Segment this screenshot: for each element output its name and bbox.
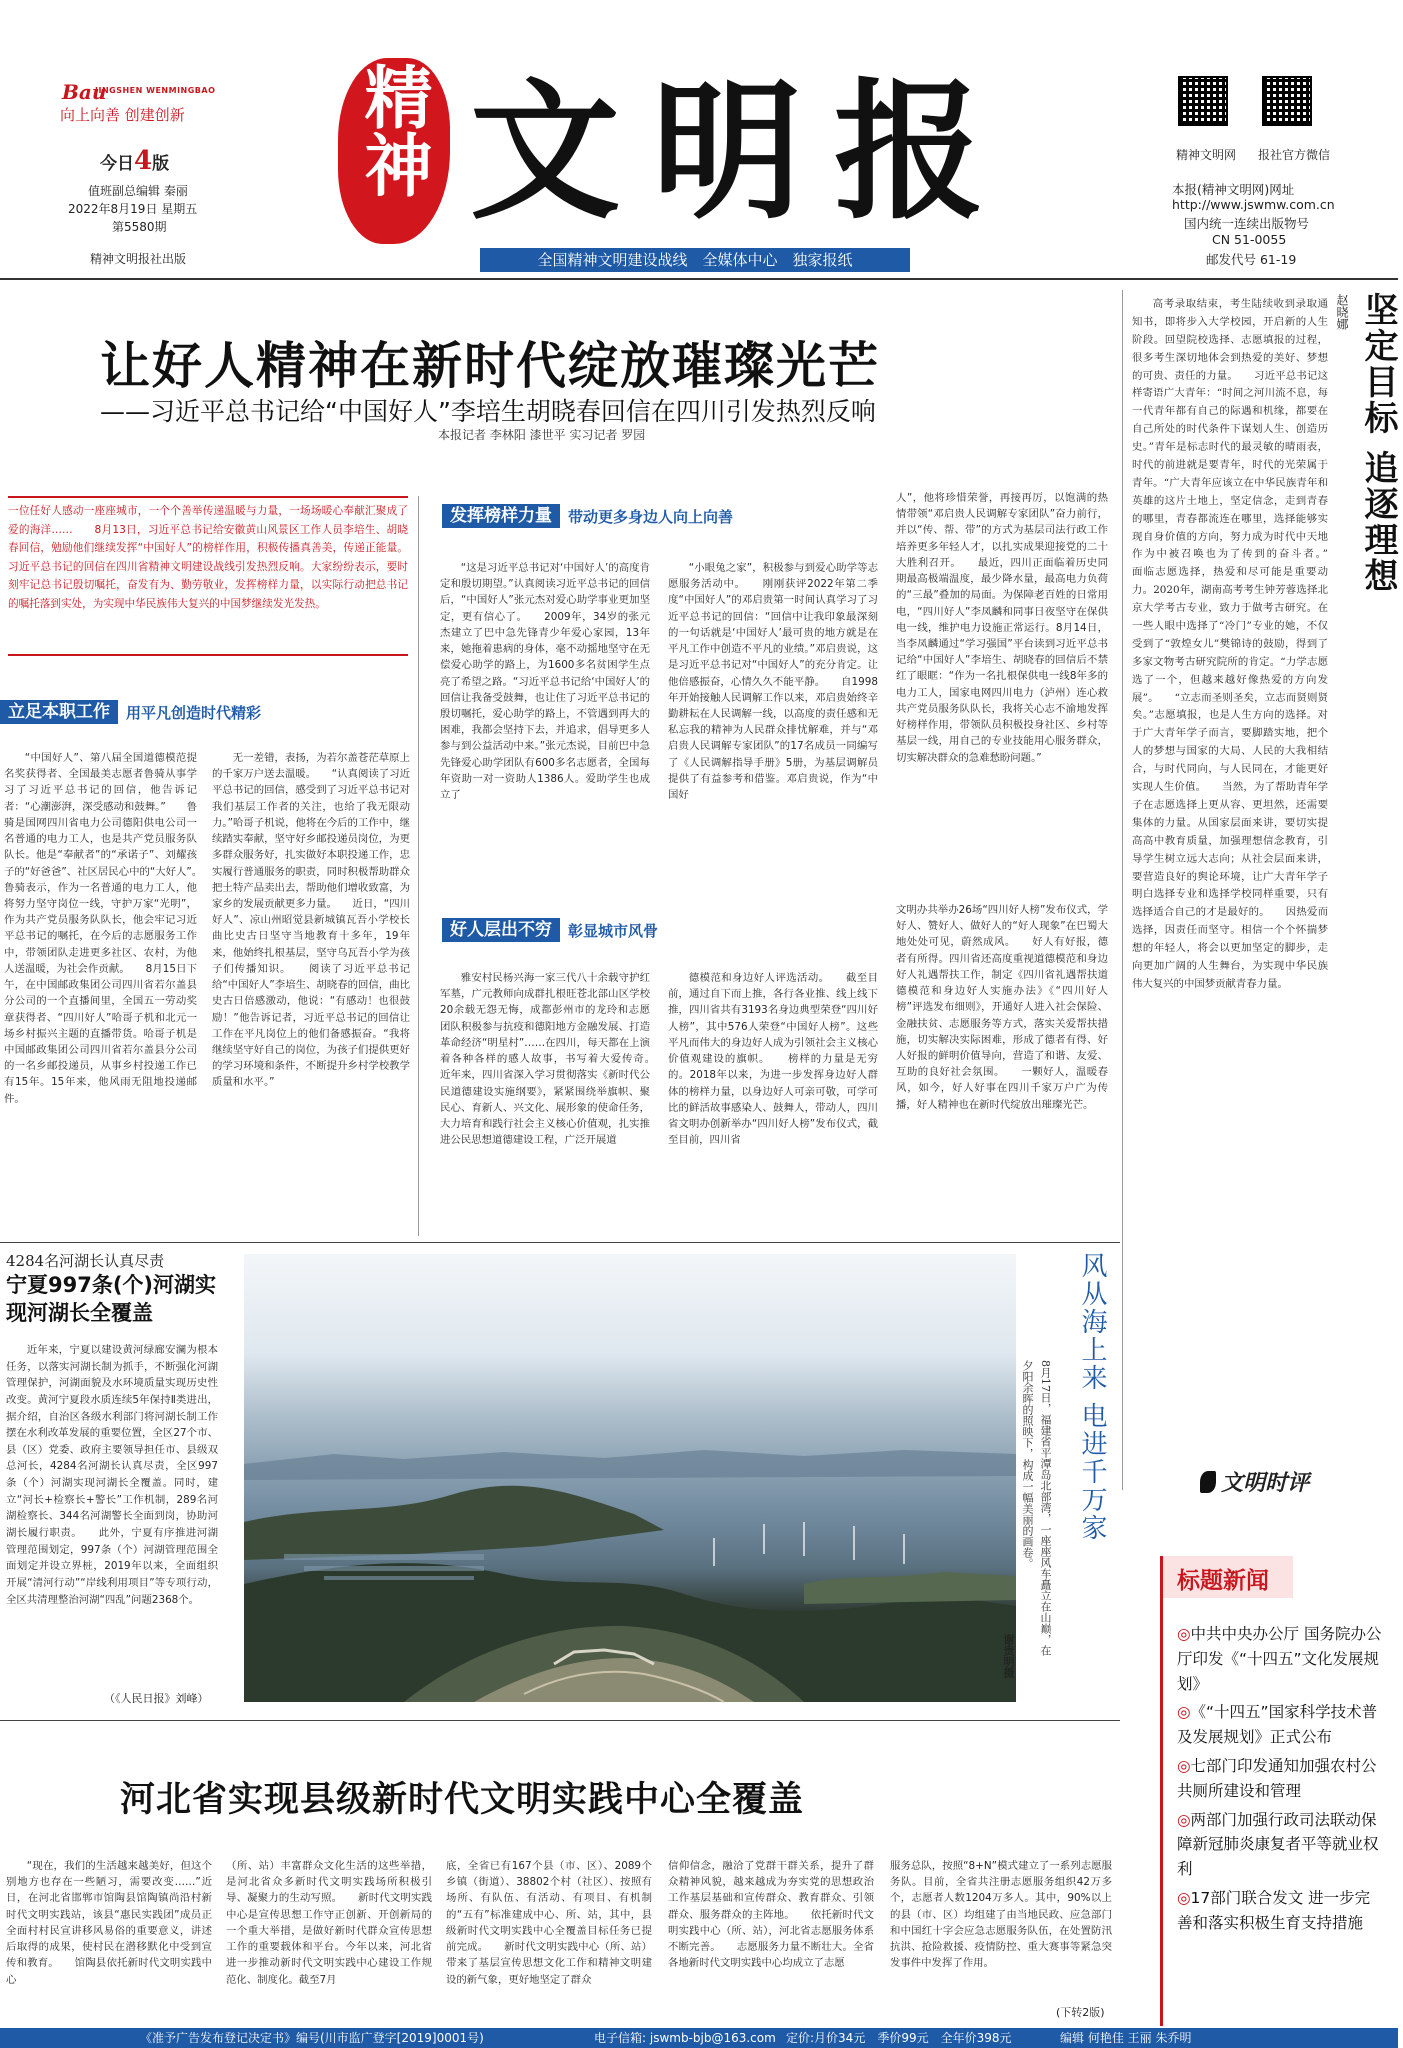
photo-caption: 8月17日，福建省平潭岛北部湾，一座座风车矗立在山巅，在夕阳余晖的照映下，构成一幅美丽的画卷。: [1021, 1360, 1052, 1656]
editorial-author: 赵晓娜: [1335, 294, 1349, 330]
title-main: 文明报: [470, 64, 1017, 240]
lead-sec1-col1: “中国好人”、第八届全国道德模范提名奖获得者、全国最美志愿者鲁骑从事学习了习近平总书记的回信，他告诉记者：“心潮澎湃，深受感动和鼓舞。” 鲁骑是国网四川省电力公司德阳供电公司一名普通的电力工人，也是共产党员服务队队长。他是“奉献者”的“承诺子”、刘耀孩子的“好爸爸”、社区居民心中的“大好人”。 鲁骑表示，作为一名普通的电力工人，他将努力坚守岗位一线，守护万家“光明”，作为共产党员服务队队长，他会牢记习近平总书记的嘱托，在今后的志愿服务工作中，带领团队走进更多社区、农村，为他人送温暖，为社会作贡献。 8月15日下午，在中国邮政集团公司四川省若尔盖县分公司的一个直播间里，全国五一劳动奖章获得者、“四川好人”哈哥子机和北元一场乡村振兴主题的直播带货。哈哥子机是中国邮政集团公司四川省若尔盖县分公司的一名乡邮投递员，从事乡村投递工作已有15年。15年来，他风雨无阻地投递邮件。: [4, 752, 218, 1105]
issue-number: 第5580期: [112, 220, 167, 234]
qr-site[interactable]: [1178, 76, 1228, 126]
bullet-icon: ◎: [1177, 1625, 1191, 1643]
publisher: 精神文明报社出版: [90, 252, 187, 266]
lead-subhead: ——习近平总书记给“中国好人”李培生胡晓春回信在四川引发热烈反响: [100, 397, 876, 426]
ningxia-body: 近年来，宁夏以建设黄河绿廊安澜为根本任务，以落实河湖长制为抓手，不断强化河湖管理保护，河湖面貌及水环境质量实现历史性改变。黄河宁夏段水质连续5年保持Ⅱ类进出，据介绍，自治区各级水利部门将河湖长制工作摆在水利改革发展的重要位置，全区27个市、县（区）党委、政府主要领导担任市、县级双总河长，4284名河湖长认真尽责，全区997条（个）河湖实现河湖长全覆盖。同时，建立“河长+检察长+警长”工作机制，289名河湖检察长、344名河湖警长全面到岗，协助河湖长履行职责。 此外，宁夏有序推进河湖管理范围划定，997条（个）河湖管理范围全面划定并设立界桩，2019年以来，全面组织开展“清河行动”“岸线利用项目”等专项行动，全区共清理整治河湖“四乱”问题2368个。: [6, 1344, 218, 1606]
post-code: 邮发代号 61-19: [1206, 252, 1297, 267]
photo-credit: 谢贵明摄: [1002, 1634, 1015, 1678]
lead-sec2-col1: “这是习近平总书记对‘中国好人’的高度肯定和殷切期望。”认真阅读习近平总书记的回信后，“中国好人”张元杰对爱心助学事业更加坚定，更有信心了。 2009年，34岁的张元杰建立了巴中急先锋青少年爱心家园，13年来，她拖着患病的身体，毫不动摇地坚守在无偿爱心助学的路上，为1600多名贫困学生点亮了希望之路。“习近平总书记给‘中国好人’的回信让我备受鼓舞，也让住了习近平总书记的殷切嘱托，爱心助学的路上，不管遇到再大的困难，我都会坚持下去，并追求，倡导更多人参与到公益活动中来。”张元杰说，目前巴中急先锋爱心助学团队有600多名志愿者，全国每年资助一对一资助人1386人。爱助学生也成立了: [440, 562, 650, 802]
editorial-badge: 文明时评: [1200, 1466, 1309, 1496]
island-landscape: [244, 1254, 1016, 1702]
qr-wechat[interactable]: [1262, 76, 1312, 126]
logo-en: JINGSHEN WENMINGBAO: [95, 86, 216, 95]
title-red: 精神: [353, 62, 433, 198]
section-good-people-sub: 彰显城市风骨: [568, 921, 659, 940]
web-url[interactable]: http://www.jswmw.com.cn: [1172, 197, 1335, 212]
hebei-headline: 河北省实现县级新时代文明实践中心全覆盖: [120, 1779, 805, 1820]
col-divider: [418, 496, 419, 1236]
hebei-jump: (下转2版): [1056, 2006, 1105, 2019]
issue-date: 2022年8月19日 星期五: [68, 202, 198, 216]
brush-icon: [1200, 1471, 1216, 1493]
headline-news-box: [1160, 1556, 1393, 2026]
slogan: 向上向善 创建创新: [60, 106, 185, 124]
bullet-icon: ◎: [1177, 1756, 1191, 1775]
today-pages: 今日4版: [100, 146, 170, 176]
section-good-people: [442, 918, 658, 942]
lead-sec2-col2: “小眼兔之家”，积极参与到爱心助学等志愿服务活动中。 刚刚获评2022年第二季度“中国好人”的邓启贵第一时间认真学习了习近平总书记的回信：“回信中让我印象最深刻的一句话就是‘中国好人’最可贵的地方就是在平凡工作中创造不平凡的业绩。”邓启贵说，这是习近平总书记对“中国好人”的充分肯定。让他倍感振奋，心情久久不能平静。 自1998年开始接触人民调解工作以来，邓启贵始终辛勤耕耘在人民调解一线，以高度的责任感和无私忘我的精神为人民群众排忧解难，并与“邓启贵人民调解专家团队”的17名成员一同编写了《人民调解指导手册》5册，为基层调解员提供了有益参考和借鉴。邓启贵说，作为“中国好: [668, 562, 878, 802]
bullet-icon: ◎: [1177, 1888, 1191, 1907]
headline-item[interactable]: ◎中共中央办公厅 国务院办公厅印发《“十四五”文化发展规划》: [1177, 1625, 1382, 1693]
lead-headline: 让好人精神在新时代绽放璀璨光芒: [100, 337, 880, 395]
logo-mark: Bau: [62, 80, 107, 104]
section-model: [442, 504, 733, 528]
lead-sec3-col1: 雅安村民杨兴海一家三代八十余载守护红军墓，广元教师向成群扎根旺苍北部山区学校20余载无怨无悔，成都彭州市的龙玲和志愿团队积极参与抗疫和德阳地方金融发展、打造革命经济“明星村”……在四川，每天都在上演着各种各样的感人故事，书写着大爱传奇。 近年来，四川省深入学习贯彻落实《新时代公民道德建设实施纲要》，紧紧围绕举旗帜、聚民心、育新人、兴文化、展形象的使命任务，大力培育和践行社会主义核心价值观，扎实推进公民思想道德建设工程，广泛开展道: [440, 972, 671, 1147]
lead-sec3-col2: 德模范和身边好人评选活动。 截至目前，通过自下而上推，各行各业推、线上线下推，四川省共有3193名身边典型荣登“四川好人榜”，其中576人荣登“中国好人榜”。这些平凡而伟大的身边好人成为引领社会主义核心价值观建设的旗帜。 榜样的力量是无穷的。2018年以来，为进一步发挥身边好人群体的榜样力量，以身边好人可亲可敬，可学可比的鲜活故事感染人、鼓舞人，带动人，四川省文明办创新举办“四川好人榜”发布仪式，截至目前，四川省: [668, 972, 878, 1147]
ningxia-source: （《人民日报》刘峰）: [104, 1692, 209, 1705]
headline-item[interactable]: ◎17部门联合发文 进一步完善和落实积极生育支持措施: [1177, 1888, 1371, 1932]
headline-item[interactable]: ◎两部门加强行政司法联动保障新冠肺炎康复者平等就业权利: [1177, 1810, 1379, 1879]
editorial-divider: [1122, 290, 1123, 1490]
ningxia-headline: 宁夏997条(个)河湖实现河湖长全覆盖: [6, 1273, 217, 1325]
section-good-people-tag: 好人层出不穷: [442, 918, 560, 942]
footer-price: 定价:月价34元 季价99元 全年价398元: [786, 2031, 1012, 2045]
editorial-title: 坚定目标 追逐理想: [1358, 292, 1398, 594]
footer-ad-license: 《准予广告发布登记决定书》编号(川市监广登字[2019]0001号): [140, 2031, 484, 2045]
bullet-icon: ◎: [1177, 1703, 1191, 1722]
hebei-rule: [0, 1720, 1120, 1721]
footer-editors: 编辑 何艳佳 王丽 朱乔明: [1060, 2031, 1192, 2045]
masthead: [0, 0, 1398, 270]
hebei-col4: 信仰信念，融洽了党群干群关系，提升了群众精神风貌，越来越成为夯实党的思想政治工作基层基础和宣传群众、教育群众、引领群众、服务群众的主阵地。 依托新时代文明实践中心（所、站），河北省志愿服务体系不断完善。 志愿服务力量不断壮大。全省各地新时代文明实践中心均成立了志愿: [668, 1860, 874, 1970]
photo-caption-title: 风从海上来 电进千万家: [1077, 1252, 1107, 1543]
headline-item[interactable]: ◎七部门印发通知加强农村公共厕所建设和管理: [1177, 1756, 1377, 1800]
hebei-col5: 服务总队，按照“8+N”模式建立了一系列志愿服务队。目前，全省共注册志愿服务组织42万多个，志愿者人数1204万多人。其中，90%以上的县（市、区）均组建了由当地民政、应急部门和中国红十字会应急志愿服务队伍，在处置防汛抗洪、抢险救援、疫情防控、重大赛事等紧急突发事件中发挥了作用。: [890, 1860, 1112, 1970]
headline-item[interactable]: ◎《“十四五”国家科学技术普及发展规划》正式公布: [1177, 1703, 1378, 1747]
footer-bar: [0, 2028, 1398, 2048]
web-label: 本报(精神文明网)网址: [1172, 182, 1295, 197]
footer-email[interactable]: 电子信箱: jswmb-bjb@163.com: [594, 2031, 776, 2045]
hebei-col2: （所、站）丰富群众文化生活的这些举措，是河北省众多新时代文明实践场所积极引导、凝聚力的生动写照。 新时代文明实践中心是宣传思想工作守正创新、开创新局的一个重大举措，是做好新时代群众宣传思想工作的重要载体和平台。今年以来，河北省进一步推动新时代文明实践中心建设工作规范化、制度化。截至7月: [226, 1860, 432, 1986]
lead-intro: 一位任好人感动一座座城市，一个个善举传递温暖与力量，一场场暖心奉献汇聚成了爱的海洋…… 8月13日，习近平总书记给安徽黄山风景区工作人员李培生、胡晓春回信，勉励他们继续发挥“中国好人”的榜样作用，积极传播真善美，传递正能量。习近平总书记的回信在四川省精神文明建设战线引发热烈反响。大家纷纷表示，要时刻牢记总书记殷切嘱托，奋发有为、勤劳敬业，发挥榜样力量，以实际行动把总书记的嘱托落到实处，为实现中华民族伟大复兴的中国梦继续发光发热。: [8, 496, 408, 656]
hebei-col1: “现在，我们的生活越来越美好，但这个别地方也存在一些陋习，需要改变……”近日，在河北省邯郸市馆陶县馆陶镇尚沿村新时代文明实践站，该县“惠民实践团”成员正全面村村民宣讲移风易俗的重要意义，讲述后取得的成果，使村民在潜移默化中受到宣传和教育。 馆陶县依托新时代文明实践中心: [6, 1860, 212, 1986]
qr-wechat-label: 报社官方微信: [1258, 148, 1331, 162]
qr-site-label: 精神文明网: [1176, 148, 1237, 162]
editorial-body: 高考录取结束，考生陆续收到录取通知书，即将步入大学校园，开启新的人生阶段。回望院校选择、志愿填报的过程，很多考生深切地体会到热爱的美好、梦想的可贵、责任的力量。 习近平总书记这样寄语广大青年：“时间之河川流不息，每一代青年都有自己的际遇和机缘，都要在自己所处的时代条件下谋划人生、创造历史。”青年是标志时代的最灵敏的晴雨表，时代的前进就是要青年，时代的光荣属于青年。“广大青年应该立在中华民族青年和英雄的这片土地上，坚定信念，走到青春的哪里，青春都流连在哪里，选择能够实现自身价值的方向，努力成为时代中天地作为中被召唤也为了传到的奋斗者。” 面临志愿选择，热爱和尽可能是重要动力。2020年，湖南高考考生钟芳蓉选择北京大学考古专业，致力于做考古研究。在一些人眼中选择了“冷门”专业的她，不仅受到了“敦煌女儿”樊锦诗的鼓励，得到了多家文物考古研究院所的肯定。“力学志愿选了一个，但越来越好像热爱的方向发展”。 “立志而圣则圣矣，立志而贤则贤矣。”志愿填报，也是人生方向的选择。对于广大青年学子而言，要脚踏实地，把个人的梦想与国家的大局、人民的大我相结合，与时代同向，与人民同在，才能更好实现人生价值。 当然，为了帮助青年学子在志愿选择上更从容、更坦然，还需要集体的力量。从国家层面来讲，要切实提高高中教育质量，加强理想信念教育，引导学生树立远大志向；从社会层面来讲，要营造良好的舆论环境，让广大青年学子明白选择专业和选择学校同样重要，只有选择适合自己的才是最好的。 因热爱而选择，因责任而坚守。相信一个个怀揣梦想的年轻人，将会以更加坚定的脚步，走向更加广阔的人生舞台，为实现中华民族伟大复兴的中国梦贡献青春力量。: [1132, 298, 1349, 990]
section-work: [0, 700, 261, 724]
section-model-sub: 带动更多身边人向上向善: [568, 507, 734, 526]
lead-right-col1: 人”，他将珍惜荣誉，再接再厉，以饱满的热情带领“邓启贵人民调解专家团队”奋力前行，并以“传、帮、带”的方式为基层司法行政工作培养更多年轻人才，以扎实成果迎接党的二十大胜利召开。 最近，四川正面临着历史同期最高极端温度，最少降水量，最高电力负荷的“三最”叠加的局面。为保障老百姓的日常用电，“四川好人”李凤麟和同事日夜坚守在保供电一线，维护电力设施正常运行。8月14日，当李凤麟通过“学习强国”平台读到习近平总书记给“中国好人”李培生、胡晓春的回信后不禁红了眼眶：“作为一名扎根保供电一线8年多的电力工人，国家电网四川电力（泸州）连心救共产党员服务队队长，我将关心志不渝地发挥好榜样作用，带领队员积极投身社区、乡村等基层一线，用自己的专业技能用心服务群众，切实解决群众的急难愁盼问题。”: [896, 492, 1108, 764]
headline-news-title: 标题新闻: [1160, 1556, 1293, 1598]
lead-byline: 本报记者 李林阳 漆世平 实习记者 罗园: [438, 428, 646, 442]
section-work-tag: 立足本职工作: [0, 700, 118, 724]
news-photo: [244, 1254, 1016, 1702]
masthead-banner: 全国精神文明建设战线 全媒体中心 独家报纸: [480, 248, 910, 272]
section-work-sub: 用平凡创造时代精彩: [126, 703, 262, 722]
bullet-icon: ◎: [1177, 1810, 1191, 1829]
cn-label: 国内统一连续出版物号: [1184, 216, 1310, 231]
masthead-rule: [0, 278, 1398, 280]
cn-number: CN 51-0055: [1212, 232, 1287, 247]
ningxia-rule: [0, 1242, 1120, 1243]
lead-sec1-col2: 无一差错，表扬，为若尔盖苍茫草原上的千家万户送去温暖。 “认真阅读了习近平总书记的回信，感受到了习近平总书记对我们基层工作者的关注，也给了我无限动力。”哈哥子机说，他将在今后的工作中，继续踏实奉献，坚守好乡邮投递员岗位，为更多群众服务好，扎实做好本职投递工作，忠实履行普通服务的职责，同时积极帮助群众把土特产品卖出去，帮助他们增收致富，为家乡的发展贡献更多力量。 近日，“四川好人”、凉山州昭觉县新城镇瓦吾小学校长曲比史古日坚守当地教育十多年，19年来，他始终扎根基层，坚守乌瓦吾小学为孩子们传播知识。 阅读了习近平总书记给“中国好人”李培生、胡晓春的回信，曲比史古日倍感激动，他说：“有感动！也很鼓励！”他告诉记者，习近平总书记的回信让工作在平凡岗位上的他们备感振奋。“我将继续坚守好自己的岗位，为孩子们提供更好的学习环境和条件，不断提升乡村学校教学质量和水平。”: [212, 752, 410, 1089]
headline-news-list: [1177, 1622, 1383, 1940]
section-model-tag: 发挥榜样力量: [442, 504, 560, 528]
duty-editor: 值班副总编辑 秦丽: [88, 184, 188, 198]
lead-right-col2: 文明办共举办26场“四川好人榜”发布仪式，学好人、赞好人、做好人的“好人现象”在巴蜀大地处处可见，蔚然成风。 好人有好报，德者有所得。四川省还高度重视道德模范和身边好人礼遇帮扶工作，制定《四川省礼遇帮扶道德模范和身边好人实施办法》《“四川好人榜”评选发布细则》，开通好人进入社会保险、金融扶贫、志愿服务等方式，落实关爱帮扶措施，切实解决实际困难，形成了德者有得、好人好报的鲜明价值导向，营造了和谐、友爱、互助的良好社会氛围。 一颗好人，温暖春风，如今，好人好事在四川千家万户广为传播，好人精神也在新时代绽放出璀璨光芒。: [896, 904, 1108, 1111]
hebei-col3: 底，全省已有167个县（市、区）、2089个乡镇（街道）、38802个村（社区）、按照有场所、有队伍、有活动、有项目、有机制的“五有”标准建成中心、所、站，其中，县级新时代文明实践中心全覆盖目标任务已提前完成。 新时代文明实践中心（所、站）带来了基层宣传思想文化工作和精神文明建设的新气象，更好地坚定了群众: [446, 1860, 652, 1986]
ningxia-kicker: 4284名河湖长认真尽责: [6, 1252, 165, 1270]
